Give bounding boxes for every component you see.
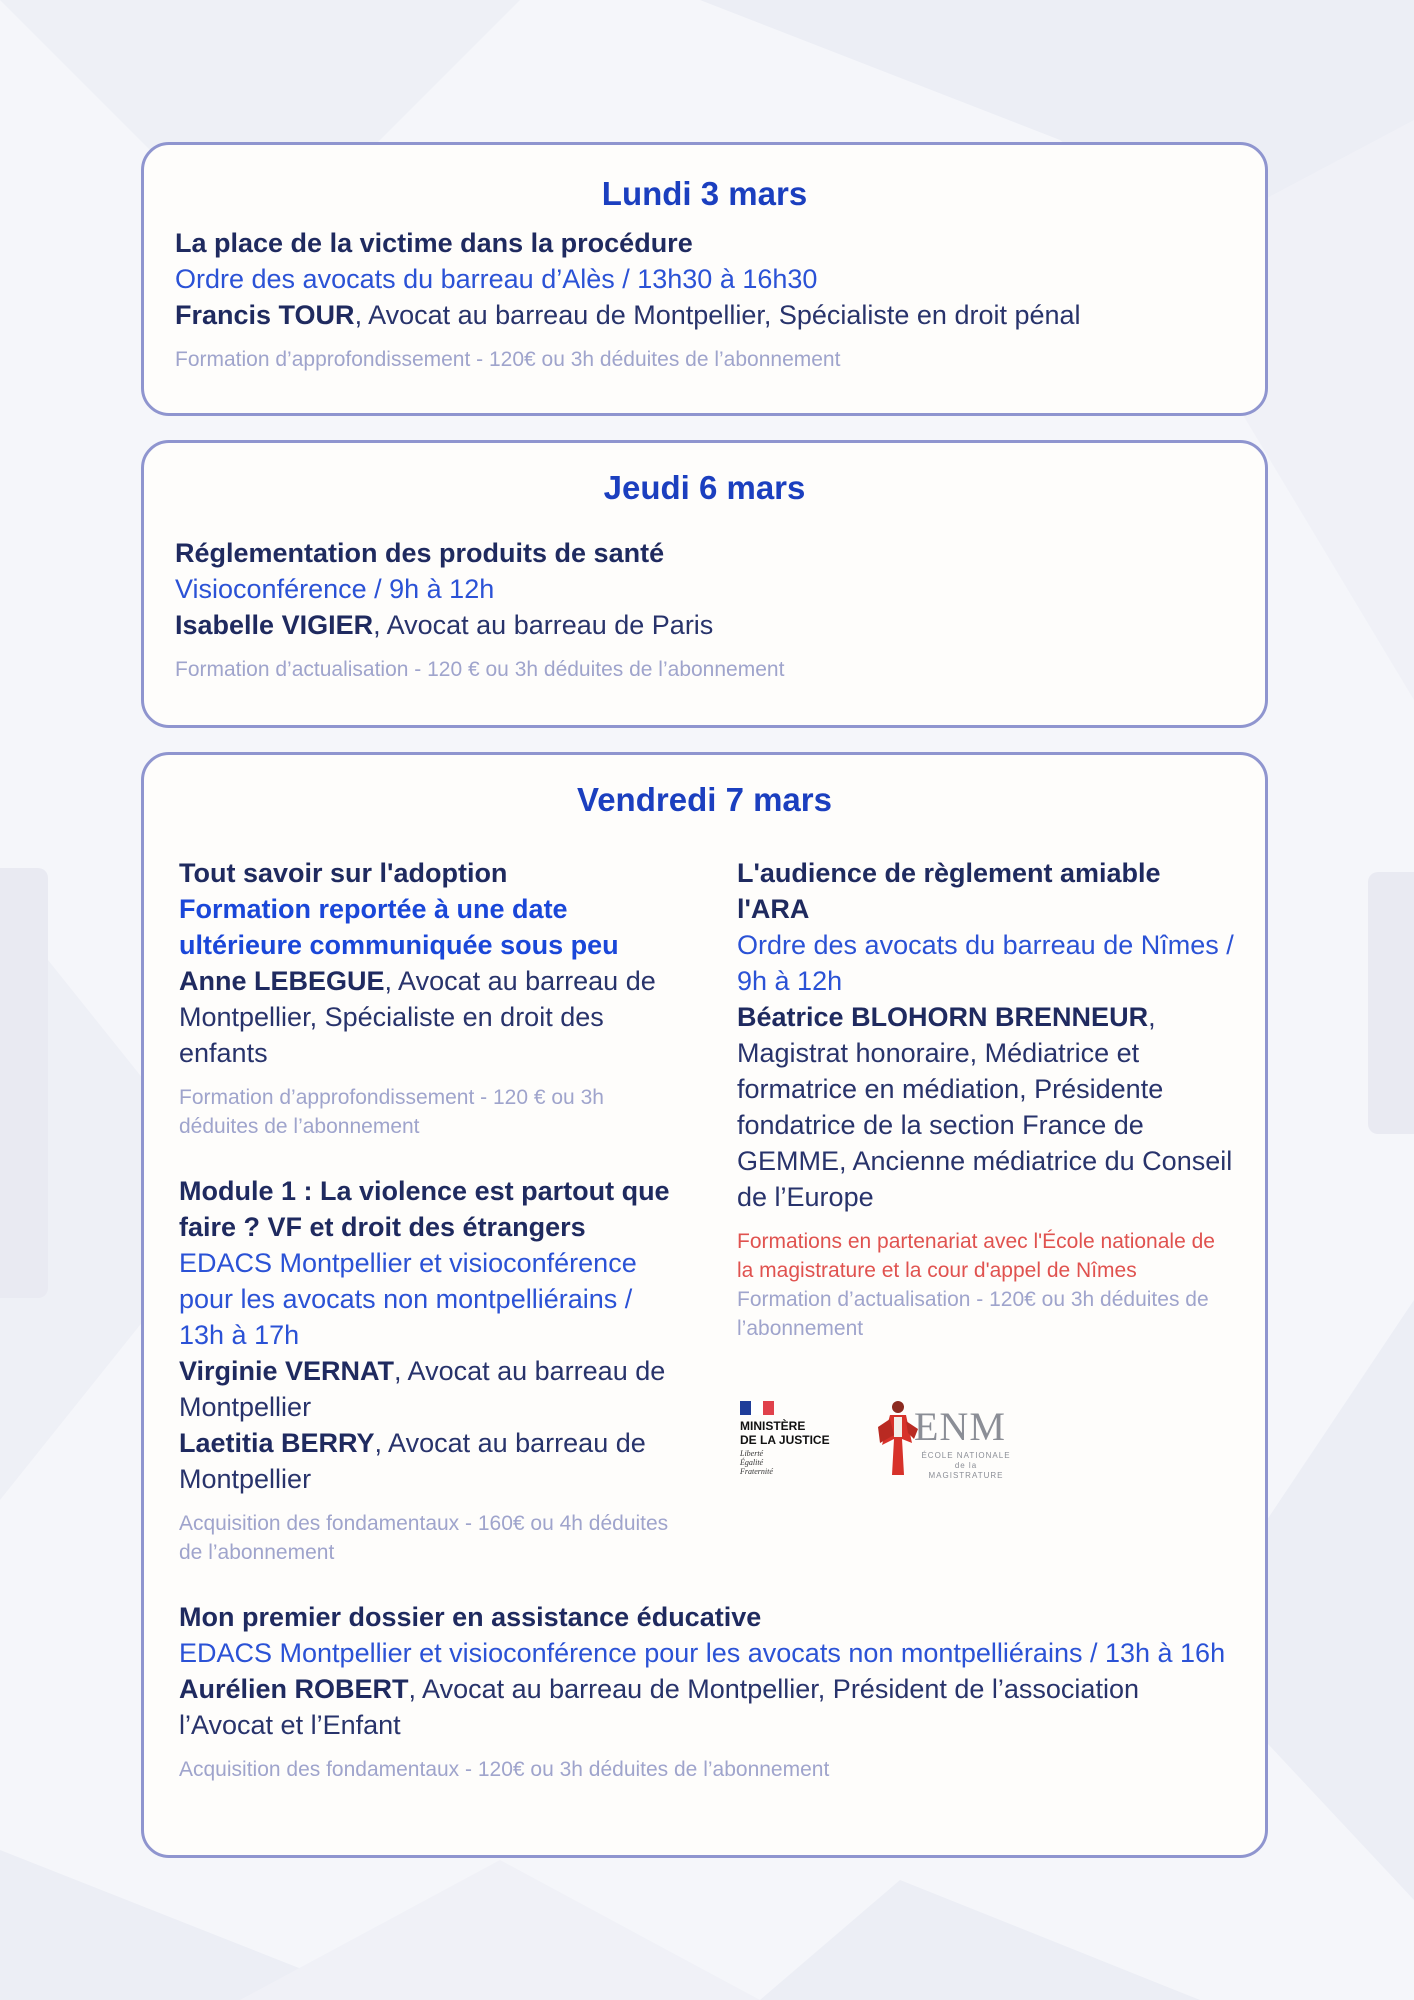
training-note: Acquisition des fondamentaux - 160€ ou 4h déduites de l’abonnement (179, 1512, 669, 1564)
session-place-time: Visioconférence / 9h à 12h (175, 574, 495, 604)
enm-letters: ENM (914, 1404, 1006, 1449)
french-flag-icon (740, 1401, 774, 1415)
training-note: Formation d’approfondissement - 120 € ou 3h déduites de l’abonnement (179, 1086, 604, 1138)
event-card-friday (141, 752, 1268, 1858)
speaker-line (179, 963, 679, 1071)
session-title: Réglementation des produits de santé (175, 538, 665, 568)
day-heading: Lundi 3 mars (601, 175, 808, 212)
session-adoption (179, 855, 679, 1141)
training-note: Formation d’actualisation - 120 € ou 3h déduites de l’abonnement (175, 658, 785, 681)
speaker-role: , Avocat au barreau de Montpellier, Spécialiste en droit des enfants (179, 966, 656, 1068)
speaker-line (179, 1671, 1239, 1743)
event-card-thursday (141, 440, 1268, 728)
speaker-name: Virginie VERNAT (179, 1356, 395, 1386)
postponed-notice: Formation reportée à une date ultérieure communiquée sous peu (179, 894, 619, 960)
session-title: La place de la victime dans la procédure (175, 228, 693, 258)
session-title: Tout savoir sur l'adoption (179, 858, 508, 888)
speaker-role: , Avocat au barreau de Montpellier (179, 1428, 646, 1494)
session-place-time: EDACS Montpellier et visioconférence pour les avocats non montpelliérains / 13h à 17h (179, 1248, 637, 1350)
speaker-line (175, 297, 1235, 333)
speaker-line (179, 1425, 679, 1497)
ministry-name: MINISTÈRE DE LA JUSTICE (740, 1419, 830, 1447)
speaker-name: Laetitia BERRY (179, 1428, 375, 1458)
day-heading: Jeudi 6 mars (603, 469, 806, 506)
enm-logo (872, 1399, 1032, 1483)
speaker-name: Anne LEBEGUE (179, 966, 385, 996)
speaker-name: Béatrice BLOHORN BRENNEUR (737, 1002, 1149, 1032)
partnership-note: Formations en partenariat avec l'École nationale de la magistrature et la cour d'appel de Nîmes (737, 1230, 1215, 1282)
session-title: L'audience de règlement amiable l'ARA (737, 858, 1161, 924)
speaker-name: Francis TOUR (175, 300, 355, 330)
right-edge-tab (1368, 872, 1414, 1134)
speaker-role: , Avocat au barreau de Paris (373, 610, 714, 640)
session-title: Mon premier dossier en assistance éducative (179, 1602, 762, 1632)
session-assistance (179, 1599, 1239, 1784)
ministry-justice-logo (740, 1401, 850, 1491)
session-ara (737, 855, 1237, 1343)
republic-motto: Liberté Égalité Fraternité (740, 1449, 773, 1476)
speaker-line (737, 999, 1237, 1215)
training-note: Acquisition des fondamentaux - 120€ ou 3h déduites de l’abonnement (179, 1758, 830, 1781)
session-place-time: Ordre des avocats du barreau d’Alès / 13h30 à 16h30 (175, 264, 818, 294)
speaker-role: , Avocat au barreau de Montpellier, Spécialiste en droit pénal (354, 300, 1081, 330)
event-card-monday (141, 142, 1268, 416)
speaker-role: , Avocat au barreau de Montpellier, Président de l’association l’Avocat et l’Enfant (179, 1674, 1139, 1740)
session-title: Module 1 : La violence est partout que faire ? VF et droit des étrangers (179, 1176, 670, 1242)
speaker-line (175, 607, 1235, 643)
training-note: Formation d’approfondissement - 120€ ou 3h déduites de l’abonnement (175, 348, 841, 371)
session-place-time: Ordre des avocats du barreau de Nîmes / 9h à 12h (737, 930, 1234, 996)
training-note: Formation d’actualisation - 120€ ou 3h déduites de l’abonnement (737, 1288, 1209, 1340)
session-violence (179, 1173, 679, 1567)
speaker-role: , Avocat au barreau de Montpellier (179, 1356, 666, 1422)
left-edge-tab (0, 868, 48, 1298)
enm-subtitle: ÉCOLE NATIONALE de la MAGISTRATURE (921, 1451, 1011, 1480)
speaker-role: , Magistrat honoraire, Médiatrice et formatrice en médiation, Présidente fondatrice de la section France de GEMME, Ancienne médiatrice du Conseil de l’Europe (737, 1002, 1233, 1212)
day-heading: Vendredi 7 mars (577, 781, 832, 818)
speaker-line (179, 1353, 679, 1425)
speaker-name: Aurélien ROBERT (179, 1674, 409, 1704)
speaker-name: Isabelle VIGIER (175, 610, 374, 640)
session-place-time: EDACS Montpellier et visioconférence pour les avocats non montpelliérains / 13h à 16h (179, 1638, 1226, 1668)
